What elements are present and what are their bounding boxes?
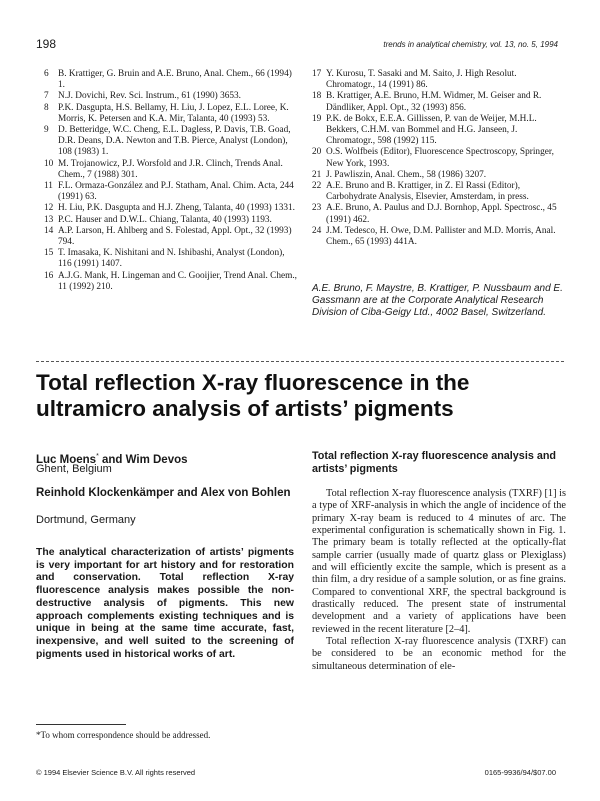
reference-text: Y. Kurosu, T. Sasaki and M. Saito, J. High Resolut. Chromatogr., 14 (1991) 86. xyxy=(326,69,517,91)
reference-item xyxy=(312,91,562,113)
reference-item xyxy=(312,170,562,181)
reference-number: 11 xyxy=(44,181,53,192)
reference-number: 20 xyxy=(312,147,322,158)
footnote-rule xyxy=(36,724,126,725)
correspondence-mark: * xyxy=(96,453,99,460)
author-line-2: Reinhold Klockenkämper and Alex von Bohlen xyxy=(36,487,291,499)
reference-item xyxy=(44,69,298,91)
reference-item xyxy=(44,271,298,293)
reference-item xyxy=(44,248,298,270)
reference-text: F.L. Ormaza-González and P.J. Statham, Anal. Chim. Acta, 244 (1991) 63. xyxy=(58,181,294,203)
reference-item xyxy=(44,226,298,248)
reference-number: 10 xyxy=(44,158,54,169)
reference-text: O.S. Wolfbeis (Editor), Fluorescence Spectroscopy, Springer, New York, 1993. xyxy=(326,147,554,169)
reference-item xyxy=(44,159,298,181)
author-name: Luc Moens xyxy=(36,453,97,466)
reference-text: T. Imasaka, K. Nishitani and N. Ishibashi, Analyst (London), 116 (1991) 1407. xyxy=(58,248,285,270)
reference-number: 6 xyxy=(44,69,49,79)
copyright-notice: © 1994 Elsevier Science B.V. All rights reserved xyxy=(36,768,196,777)
reference-text: P.K. Dasgupta, H.S. Bellamy, H. Liu, J. Lopez, E.L. Loree, K. Morris, K. Petersen and K.A. Mir, Talanta, 40 (1993) 53. xyxy=(58,102,289,124)
reference-item xyxy=(44,181,298,203)
reference-text: P.C. Hauser and D.W.L. Chiang, Talanta, 40 (1993) 1193. xyxy=(58,214,272,225)
reference-text: H. Liu, P.K. Dasgupta and H.J. Zheng, Talanta, 40 (1993) 1331. xyxy=(58,203,295,214)
reference-number: 21 xyxy=(312,169,322,180)
article-code: 0165-9936/94/$07.00 xyxy=(484,768,556,777)
reference-list-left xyxy=(44,69,298,293)
reference-number: 22 xyxy=(312,181,322,192)
reference-item xyxy=(312,203,562,225)
page-number: 198 xyxy=(36,37,57,51)
reference-text: P.K. de Bokx, E.E.A. Gillissen, P. van de Weijer, M.H.L. Bekkers, C.H.M. van Bommel and H.G. Janseen, J. Chromatogr., 598 (1992) 115. xyxy=(326,113,537,147)
reference-text: J. Pawliszin, Anal. Chem., 58 (1986) 3207. xyxy=(326,169,487,180)
journal-header: trends in analytical chemistry, vol. 13, no. 5, 1994 xyxy=(383,40,558,49)
author-coauthor: and Wim Devos xyxy=(98,453,188,466)
reference-number: 23 xyxy=(312,203,322,214)
reference-item xyxy=(44,125,298,159)
reference-text: B. Krattiger, A.E. Bruno, H.M. Widmer, M. Geiser and R. Dändliker, Appl. Opt., 32 (1993) 856. xyxy=(326,91,542,113)
reference-number: 13 xyxy=(44,214,54,225)
reference-item xyxy=(44,103,298,125)
reference-number: 24 xyxy=(312,225,322,236)
reference-item xyxy=(312,69,562,91)
reference-item xyxy=(312,147,562,169)
abstract: The analytical characterization of artists’ pigments is very important for art history and for restoration and conservation. Total reflection X-ray fluorescence analysis makes possible the non-destructive analysis of pigments. This new approach complements existing techniques and is unique in being at the same time accurate, fast, inexpensive, and well suited to the screening of pigments used in historical works of art. xyxy=(36,547,294,660)
reference-item xyxy=(312,114,562,148)
reference-number: 17 xyxy=(312,69,322,79)
reference-list-right xyxy=(312,69,562,248)
reference-number: 15 xyxy=(44,248,54,259)
body-text xyxy=(312,488,566,673)
footnote: *To whom correspondence should be addressed. xyxy=(36,730,211,740)
reference-item xyxy=(44,215,298,226)
reference-number: 14 xyxy=(44,225,54,236)
author-location-1: Ghent, Belgium xyxy=(36,463,112,475)
reference-text: D. Betteridge, W.C. Cheng, E.L. Dagless, P. Davis, T.B. Goad, D.R. Deans, D.A. Newton and T.B. Pierce, Analyst (London), 108 (1983) 1. xyxy=(58,125,291,158)
author-location-2: Dortmund, Germany xyxy=(36,514,136,526)
reference-number: 7 xyxy=(44,91,49,102)
article-title: Total reflection X-ray fluorescence in the ultramicro analysis of artists’ pigments xyxy=(36,370,470,421)
reference-text: N.J. Dovichi, Rev. Sci. Instrum., 61 (1990) 3653. xyxy=(58,91,241,102)
reference-text: A.E. Bruno and B. Krattiger, in Z. El Rassi (Editor), Carbohydrate Analysis, Elsevier, Amsterdam, in press. xyxy=(326,181,529,203)
section-divider xyxy=(36,361,564,362)
reference-text: A.J.G. Mank, H. Lingeman and C. Gooijier, Trend Anal. Chem., 11 (1992) 210. xyxy=(58,270,298,292)
paragraph: Total reflection X-ray fluorescence analysis (TXRF) [1] is a type of XRF-analysis in which the angle of incidence of the primary X-ray beam is reduced to 4 minutes of arc. The experimental configuration is schematically shown in Fig. 1. The primary beam is totally reflected at the optically-flat sample carrier (usually made of quartz glass or Plexiglass) and will efficiently excite the sample, which is present as a thin film, a dry residue of a sample solution, or as fine grains. Compared to conventional XRF, the spectral background is drastically reduced. The present state of instrumental development and a variety of applications have been reviewed in the recent literature [2–4]. xyxy=(312,488,566,635)
reference-text: B. Krattiger, G. Bruin and A.E. Bruno, Anal. Chem., 66 (1994) 1. xyxy=(58,69,292,91)
reference-text: M. Trojanowicz, P.J. Worsfold and J.R. Clinch, Trends Anal. Chem., 7 (1988) 301. xyxy=(58,158,283,180)
reference-number: 18 xyxy=(312,91,322,102)
author-affiliation-note: A.E. Bruno, F. Maystre, B. Krattiger, P. Nussbaum and E. Gassmann are at the Corporate Analytical Research Division of Ciba-Geigy Ltd., 4002 Basel, Switzerland. xyxy=(312,283,563,318)
reference-item xyxy=(44,91,298,102)
paragraph: Total reflection X-ray fluorescence analysis (TXRF) can be considered to be an economic method for the simultaneous determination of ele- xyxy=(312,636,566,672)
reference-item xyxy=(312,226,562,248)
reference-item xyxy=(312,181,562,203)
reference-number: 19 xyxy=(312,113,322,124)
reference-item xyxy=(44,203,298,214)
reference-number: 9 xyxy=(44,125,49,136)
reference-text: A.E. Bruno, A. Paulus and D.J. Bornhop, Appl. Spectrosc., 45 (1991) 462. xyxy=(326,203,557,225)
reference-text: J.M. Tedesco, H. Owe, D.M. Pallister and M.D. Morris, Anal. Chem., 65 (1993) 441A. xyxy=(326,225,556,248)
reference-number: 16 xyxy=(44,270,54,281)
reference-number: 8 xyxy=(44,102,49,113)
reference-text: A.P. Larson, H. Ahlberg and S. Folestad, Appl. Opt., 32 (1993) 794. xyxy=(58,225,292,248)
reference-number: 12 xyxy=(44,203,54,214)
section-heading: Total reflection X-ray fluorescence analysis and artists’ pigments xyxy=(312,450,557,475)
